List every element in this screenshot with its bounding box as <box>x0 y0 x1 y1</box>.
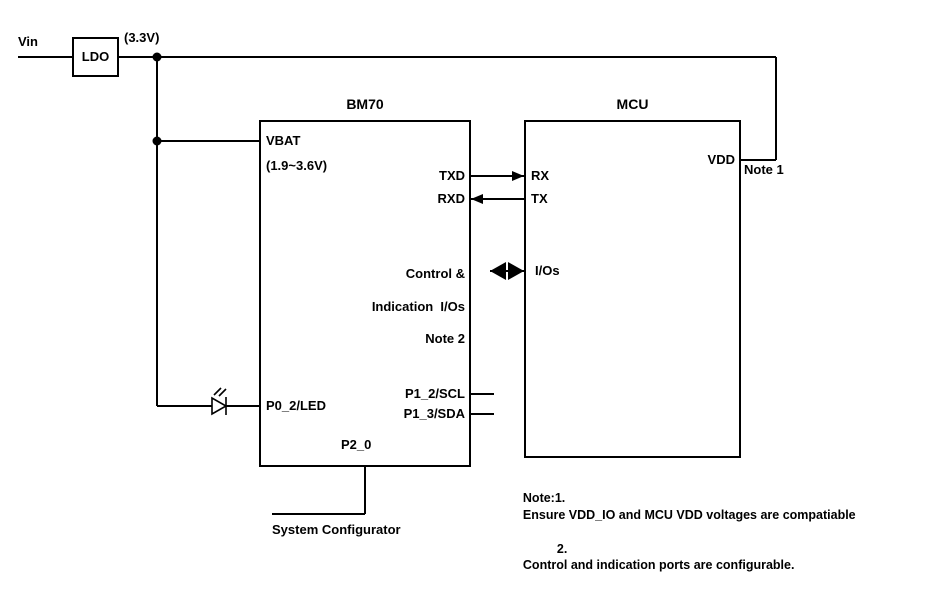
control-indication-label <box>341 250 465 364</box>
vdd-label: VDD <box>707 152 735 167</box>
arrowheads <box>471 171 524 280</box>
p1-3-sda-label: P1_3/SDA <box>403 406 465 421</box>
supply-voltage-label: (3.3V) <box>124 30 160 45</box>
p1-2-scl-label: P1_2/SCL <box>405 386 465 401</box>
led-symbol <box>212 388 226 415</box>
control-note2-tag: Note 2 <box>425 331 465 347</box>
note-2-index: 2. <box>556 541 568 556</box>
txd-label: TXD <box>439 168 465 183</box>
note1-tag-label: Note 1 <box>744 162 784 177</box>
vin-label: Vin <box>18 34 38 49</box>
vbat-range-label: (1.9~3.6V) <box>266 158 328 173</box>
note-2-text: Control and indication ports are configurable. <box>522 558 795 573</box>
vbat-label: VBAT <box>266 133 301 148</box>
control-line-1: Control & <box>405 266 465 282</box>
note-1-index: Note:1. <box>522 490 566 505</box>
mcu-box <box>524 120 741 458</box>
rx-label: RX <box>531 168 550 183</box>
system-configurator-label: System Configurator <box>272 522 401 537</box>
note-1-text: Ensure VDD_IO and MCU VDD voltages are compatiable <box>522 507 856 522</box>
mcu-title: MCU <box>616 96 649 112</box>
ldo-label: LDO <box>81 49 110 64</box>
notes-block <box>509 473 856 591</box>
p2-0-label: P2_0 <box>341 437 372 452</box>
ios-label: I/Os <box>535 263 560 278</box>
control-line-2: Indication I/Os <box>371 298 465 314</box>
rxd-label: RXD <box>437 191 465 206</box>
p0-2-led-label: P0_2/LED <box>266 398 326 413</box>
tx-label: TX <box>531 191 548 206</box>
bm70-title: BM70 <box>346 96 384 112</box>
junction-dots <box>153 53 162 146</box>
